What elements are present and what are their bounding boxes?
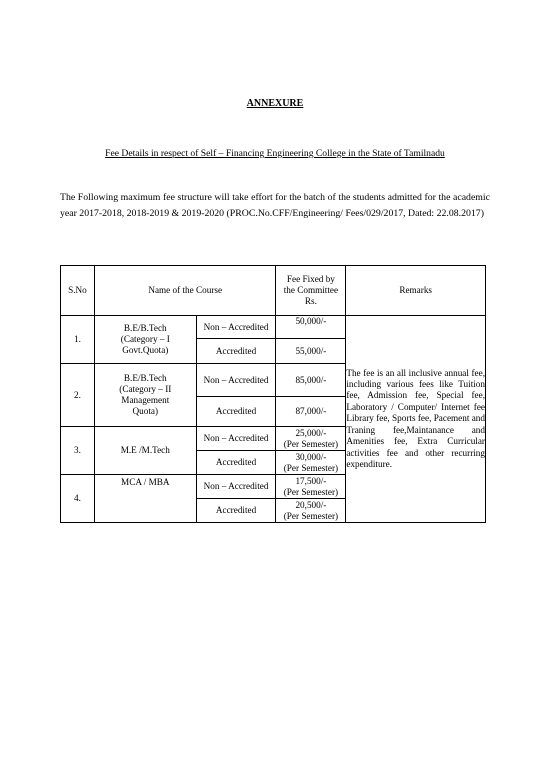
accreditation-status: Non – Accredited — [196, 316, 276, 339]
row-course: B.E/B.Tech (Category – I Govt.Quota) — [94, 316, 196, 364]
fee-amount: 50,000/- — [276, 316, 346, 339]
fee-amount: 85,000/- — [276, 364, 346, 397]
accreditation-status: Accredited — [196, 451, 276, 475]
header-sno: S.No — [61, 266, 95, 316]
row-course: MCA / MBA — [94, 475, 196, 523]
fee-amount: 17,500/- (Per Semester) — [276, 475, 346, 499]
document-subtitle: Fee Details in respect of Self – Financing Engineering College in the State of Tamilnadu — [105, 148, 445, 159]
intro-paragraph: The Following maximum fee structure will take effort for the batch of the students admitted for the academic year 2017-2018, 2018-2019 & 2019-2020 (PROC.No.CFF/Engineering/ Fees/029/2017, Dated: 22.08.2017) — [60, 192, 490, 219]
accreditation-status: Non – Accredited — [196, 475, 276, 499]
accreditation-status: Accredited — [196, 397, 276, 427]
page-title: ANNEXURE — [246, 98, 304, 109]
row-sno: 1. — [61, 316, 95, 364]
table-header-row — [61, 266, 486, 316]
fee-amount: 20,500/- (Per Semester) — [276, 499, 346, 523]
fee-amount: 30,000/- (Per Semester) — [276, 451, 346, 475]
remarks-cell: The fee is an all inclusive annual fee, including various fees like Tuition fee, Admission fee, Special fee, Laboratory / Computer/ Internet fee Library fee, Sports fee, Pacement and Traning fee,Maintanance and Amenities fee, Extra Curricular activities fee and other recurring expenditure. — [346, 316, 486, 523]
row-course: M.E /M.Tech — [94, 427, 196, 475]
row-sno: 4. — [61, 475, 95, 523]
accreditation-status: Accredited — [196, 339, 276, 364]
fee-amount: 25,000/- (Per Semester) — [276, 427, 346, 451]
header-remarks: Remarks — [346, 266, 486, 316]
table-row — [61, 316, 486, 339]
accreditation-status: Non – Accredited — [196, 364, 276, 397]
header-fee: Fee Fixed by the Committee Rs. — [276, 266, 346, 316]
accreditation-status: Accredited — [196, 499, 276, 523]
row-sno: 3. — [61, 427, 95, 475]
fee-amount: 55,000/- — [276, 339, 346, 364]
row-sno: 2. — [61, 364, 95, 427]
fee-amount: 87,000/- — [276, 397, 346, 427]
row-course: B.E/B.Tech (Category – II Management Quota) — [94, 364, 196, 427]
header-course: Name of the Course — [94, 266, 276, 316]
accreditation-status: Non – Accredited — [196, 427, 276, 451]
fee-table — [60, 265, 486, 523]
